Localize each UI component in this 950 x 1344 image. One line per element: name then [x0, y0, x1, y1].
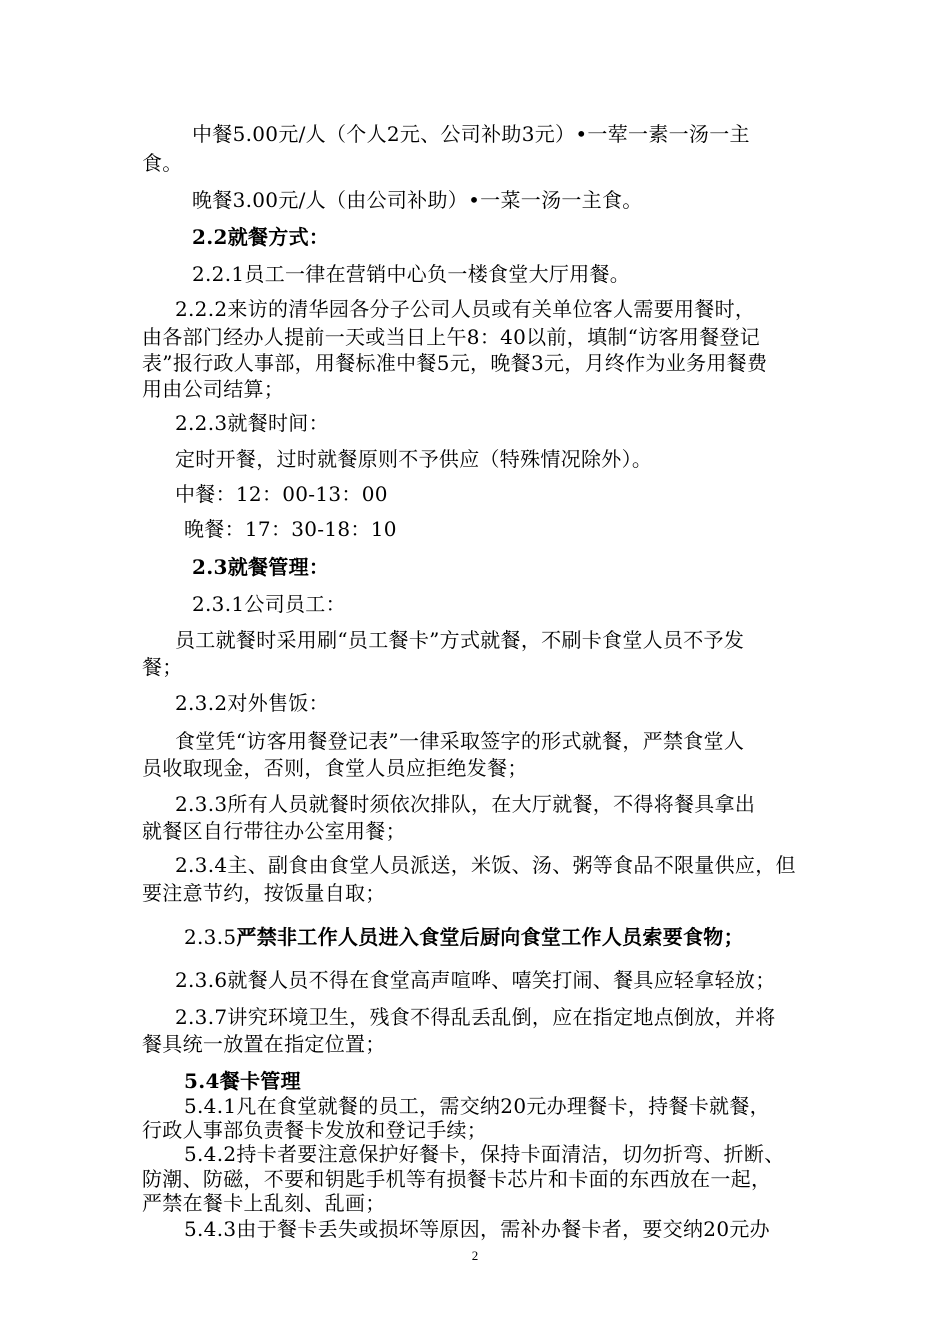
- text-line: 2.3.4主、副食由食堂人员派送，米饭、汤、粥等食品不限量供应，但: [175, 853, 796, 877]
- text-line: 2.3.2对外售饭：: [175, 691, 329, 715]
- page-number: 2: [471, 1248, 479, 1263]
- text-line: 中餐：12：00-13：00: [175, 482, 388, 506]
- text-line: 由各部门经办人提前一天或当日上午8：40以前，填制“访客用餐登记: [142, 325, 760, 349]
- text-line: 员收取现金，否则，食堂人员应拒绝发餐；: [142, 756, 528, 780]
- text-line: [184, 924, 950, 950]
- text-line: 员工就餐时采用刷“员工餐卡”方式就餐，不刷卡食堂人员不予发: [175, 628, 745, 652]
- section-heading: 2.3就餐管理：: [192, 555, 330, 579]
- section-heading: 2.2就餐方式：: [192, 225, 330, 249]
- text-line: 2.2.1员工一律在营销中心负一楼食堂大厅用餐。: [192, 262, 631, 286]
- text-line: 行政人事部负责餐卡发放和登记手续；: [142, 1118, 488, 1142]
- text-line: 5.4.1凡在食堂就餐的员工，需交纳20元办理餐卡，持餐卡就餐，: [184, 1094, 770, 1118]
- text-line: 餐；: [142, 655, 183, 679]
- text-line: 就餐区自行带往办公室用餐；: [142, 819, 406, 843]
- text-line: 2.2.3就餐时间：: [175, 411, 329, 435]
- text-line: 5.4.2持卡者要注意保护好餐卡，保持卡面清洁，切勿折弯、折断、: [184, 1142, 785, 1166]
- bold-emphasis: 严禁非工作人员进入食堂后厨向食堂工作人员索要食物；: [236, 925, 744, 949]
- text-line: 要注意节约，按饭量自取；: [142, 881, 386, 905]
- text-line: 2.3.7讲究环境卫生，残食不得乱丢乱倒，应在指定地点倒放，并将: [175, 1005, 776, 1029]
- text-line: 2.3.3所有人员就餐时须依次排队，在大厅就餐，不得将餐具拿出: [175, 792, 756, 816]
- section-heading: 5.4餐卡管理: [184, 1069, 301, 1093]
- text-line: 5.4.3由于餐卡丢失或损坏等原因，需补办餐卡者，要交纳20元办: [184, 1217, 770, 1241]
- text-line: 用由公司结算；: [142, 377, 285, 401]
- text-line: 中餐5.00元/人（个人2元、公司补助3元）•一荤一素一汤一主: [192, 122, 750, 146]
- text-line: 表”报行政人事部，用餐标准中餐5元，晚餐3元，月终作为业务用餐费: [142, 351, 768, 375]
- text-line: 食堂凭“访客用餐登记表”一律采取签字的形式就餐，严禁食堂人: [175, 729, 745, 753]
- text-line: 2.3.6就餐人员不得在食堂高声喧哗、嘻笑打闹、餐具应轻拿轻放；: [175, 968, 776, 992]
- text-line: 2.3.1公司员工：: [192, 592, 346, 616]
- text-line: 晚餐3.00元/人（由公司补助）•一菜一汤一主食。: [192, 188, 643, 212]
- text-line: 晚餐：17：30-18：10: [184, 517, 397, 541]
- text-line: 防潮、防磁，不要和钥匙手机等有损餐卡芯片和卡面的东西放在一起，: [142, 1167, 772, 1191]
- text-line: 严禁在餐卡上乱刻、乱画；: [142, 1191, 386, 1215]
- text-line: 食。: [142, 151, 183, 175]
- item-number: 2.3.5: [184, 925, 237, 949]
- text-line: 定时开餐，过时就餐原则不予供应（特殊情况除外）。: [175, 447, 653, 471]
- text-line: 2.2.2来访的清华园各分子公司人员或有关单位客人需要用餐时，: [175, 297, 756, 321]
- text-line: 餐具统一放置在指定位置；: [142, 1032, 386, 1056]
